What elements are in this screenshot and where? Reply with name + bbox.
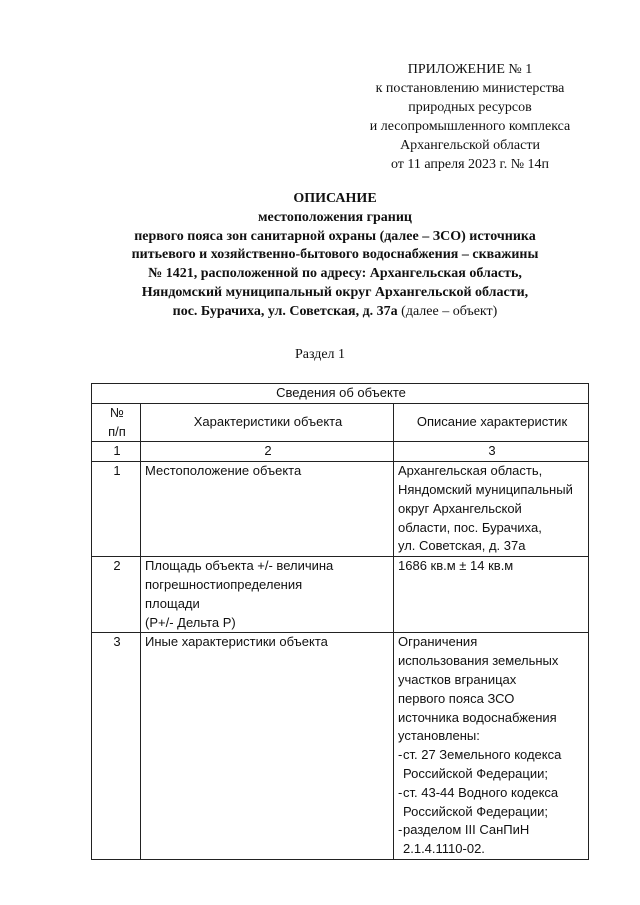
title-line: первого пояса зон санитарной охраны (далее – ЗСО) источника: [134, 228, 536, 244]
header-number-line: п/п: [108, 423, 126, 439]
table-row: [92, 557, 589, 633]
appendix-line: и лесопромышленного комплекса: [369, 119, 571, 134]
appendix-line: от 11 апреля 2023 г. № 14п: [390, 157, 550, 172]
cell-line: источника водоснабжения: [398, 709, 557, 725]
table-row: [92, 462, 589, 557]
list-item: [398, 821, 586, 840]
row-characteristic: [141, 633, 394, 860]
table-header-row: [92, 403, 589, 442]
object-info-table: [91, 383, 589, 860]
table-caption-row: [92, 384, 589, 404]
cell-line: Иные характеристики объекта: [145, 634, 328, 650]
title-line: питьевого и хозяйственно-бытового водоснабжения – скважины: [131, 247, 539, 263]
title-last-line-bold: пос. Бурачиха, ул. Советская, д. 37а: [172, 303, 398, 319]
dash-marker: -: [398, 747, 403, 763]
list-item-text: разделом III СанПиН: [403, 822, 530, 838]
cell-line: погрешностиопределения: [145, 576, 303, 592]
dash-marker: -: [398, 822, 403, 838]
cell-line: Няндомский муниципальный: [398, 481, 573, 497]
cell-line: установлены:: [398, 728, 480, 744]
cell-line: ул. Советская, д. 37а: [398, 538, 526, 554]
list-item-text: ст. 43-44 Водного кодекса: [403, 784, 559, 800]
cell-line: (Р+/- Дельта Р): [145, 614, 236, 630]
cell-line: области, пос. Бурачиха,: [398, 519, 542, 535]
index-cell: 2: [141, 442, 394, 462]
cell-line: Площадь объекта +/- величина: [145, 558, 334, 574]
header-number: [92, 403, 141, 442]
header-characteristic: Характеристики объекта: [141, 403, 394, 442]
row-characteristic: [141, 462, 394, 557]
cell-line: первого пояса ЗСО: [398, 690, 515, 706]
list-item-text: ст. 27 Земельного кодекса: [403, 747, 562, 763]
cell-line: Ограничения: [398, 634, 478, 650]
row-description: [394, 557, 589, 633]
row-number: 1: [92, 462, 141, 557]
header-description: Описание характеристик: [394, 403, 589, 442]
appendix-line: природных ресурсов: [408, 100, 532, 115]
cell-line: 1686 кв.м ± 14 кв.м: [398, 558, 514, 574]
appendix-block: [330, 60, 610, 174]
document-title-block: [60, 190, 610, 322]
cell-line: площади: [145, 595, 200, 611]
list-item: [398, 746, 586, 765]
table-index-row: [92, 442, 589, 462]
cell-line: использования земельных: [398, 653, 559, 669]
row-description: [394, 462, 589, 557]
title-last-line-regular: (далее – объект): [397, 303, 498, 319]
title-last-line: [60, 303, 610, 322]
appendix-line: ПРИЛОЖЕНИЕ № 1: [407, 62, 533, 77]
table-caption: Сведения об объекте: [92, 384, 589, 404]
row-characteristic: [141, 557, 394, 633]
index-cell: 3: [394, 442, 589, 462]
title-line: № 1421, расположенной по адресу: Архангельская область,: [148, 266, 522, 282]
index-cell: 1: [92, 442, 141, 462]
header-number-line: №: [110, 404, 124, 420]
document-heading: ОПИСАНИЕ: [293, 191, 377, 206]
list-item-continuation: Российской Федерации;: [403, 765, 548, 781]
table-row: [92, 633, 589, 860]
section-label: Раздел 1: [294, 347, 346, 362]
appendix-line: Архангельской области: [400, 138, 540, 153]
list-item: [398, 784, 586, 803]
title-line: местоположения границ: [258, 209, 412, 225]
list-item-continuation: Российской Федерации;: [403, 803, 548, 819]
row-number: 3: [92, 633, 141, 860]
cell-line: Местоположение объекта: [145, 463, 302, 479]
row-number: 2: [92, 557, 141, 633]
title-line: Няндомский муниципальный округ Архангельской области,: [141, 284, 529, 300]
cell-line: участков вграницах: [398, 671, 517, 687]
list-item-continuation: 2.1.4.1110-02.: [403, 841, 485, 857]
cell-line: округ Архангельской: [398, 500, 522, 516]
cell-line: Архангельская область,: [398, 463, 543, 479]
dash-marker: -: [398, 784, 403, 800]
appendix-line: к постановлению министерства: [375, 81, 565, 96]
row-description: [394, 633, 589, 860]
